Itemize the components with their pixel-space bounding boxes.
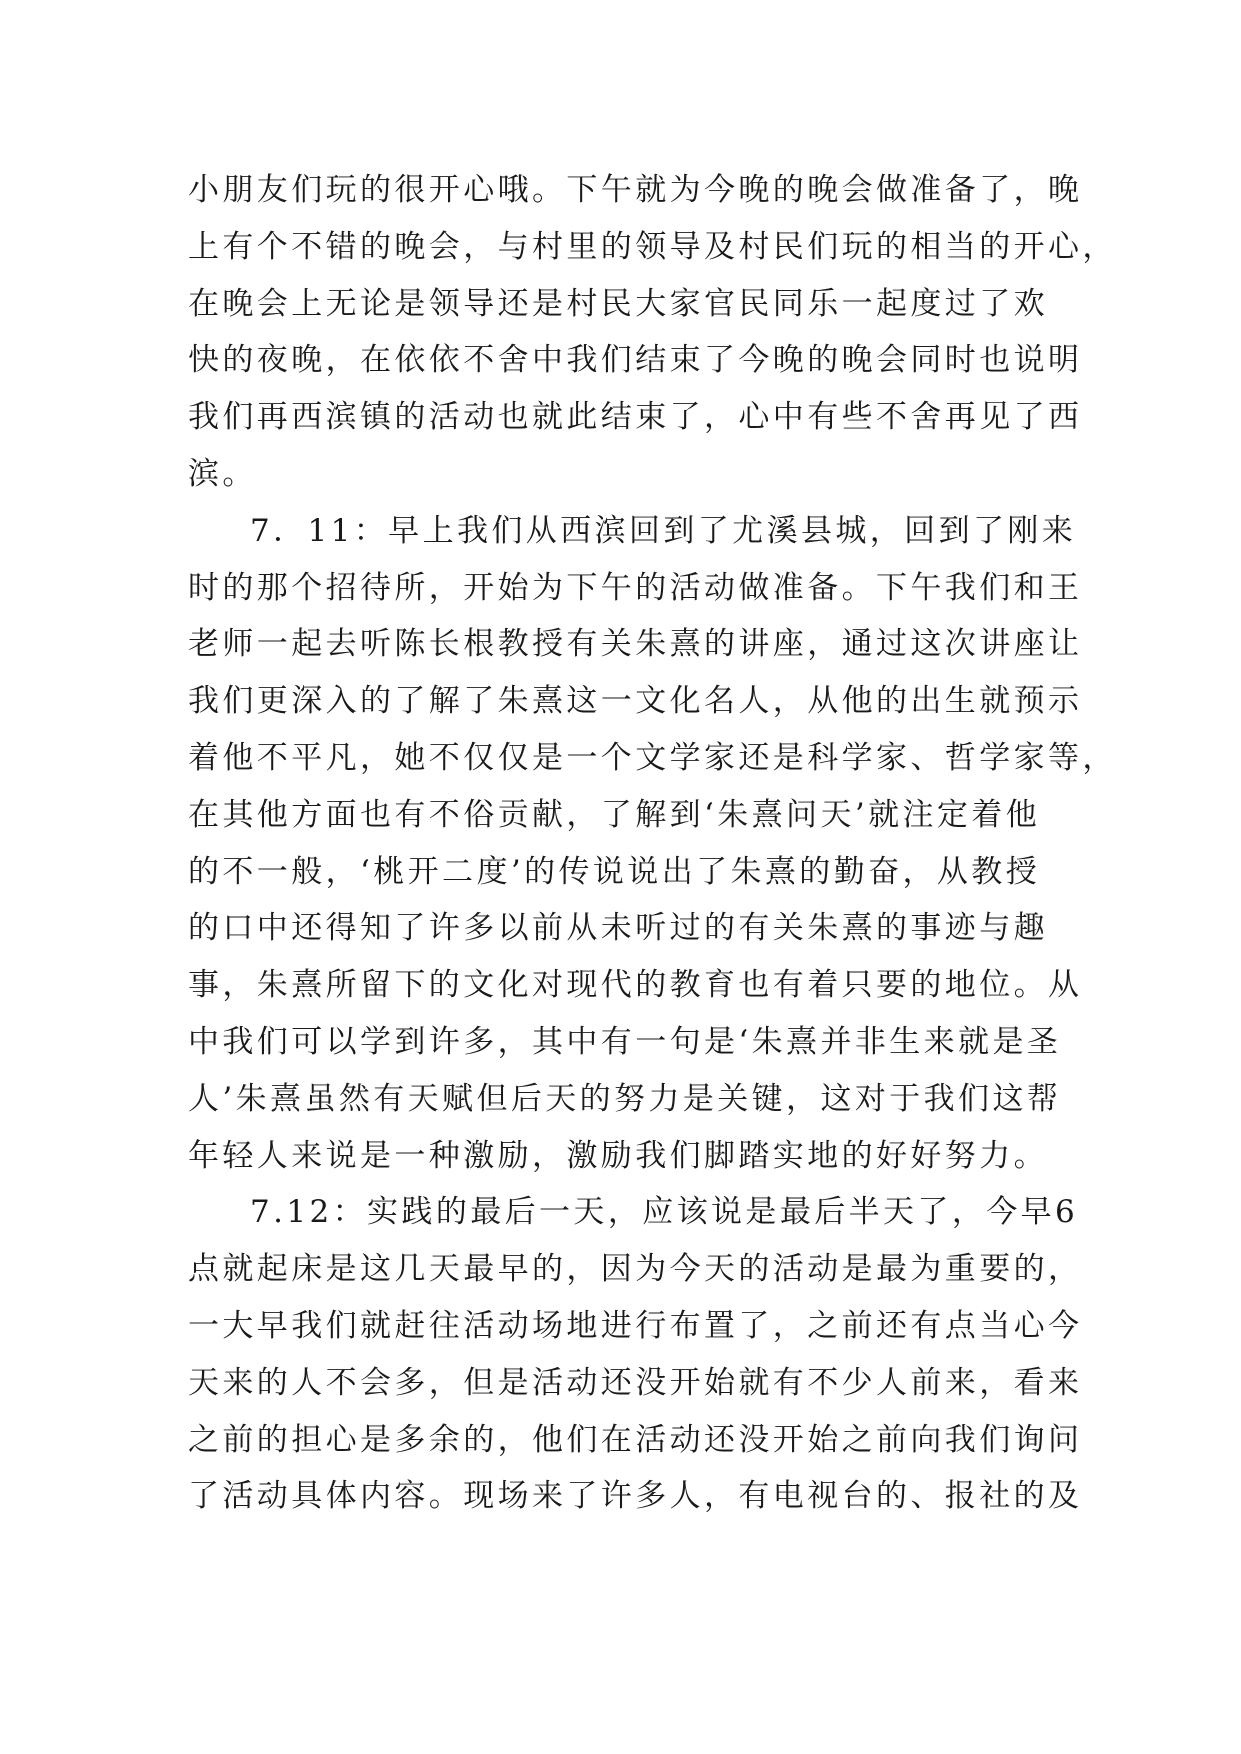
text-line: 中我们可以学到许多，其中有一句是‘朱熹并非生来就是圣 <box>188 1023 1062 1060</box>
text-line: 我们更深入的了解了朱熹这一文化名人，从他的出生就预示 <box>188 683 1083 720</box>
text-line: 一大早我们就赶往活动场地进行布置了，之前还有点当心今 <box>188 1307 1083 1344</box>
text-line: 小朋友们玩的很开心哦。下午就为今晚的晚会做准备了，晚 <box>188 172 1083 208</box>
paragraph-start-line: 7.12：实践的最后一天，应该说是最后半天了，今早6 <box>250 1194 1079 1231</box>
text-line: 滨。 <box>188 455 257 492</box>
body-text <box>188 162 1117 1525</box>
text-line: 上有个不错的晚会，与村里的领导及村民们玩的相当的开心， <box>188 228 1117 265</box>
text-line: 之前的担心是多余的，他们在活动还没开始之前向我们询问 <box>188 1421 1083 1458</box>
text-line: 天来的人不会多，但是活动还没开始就有不少人前来，看来 <box>188 1364 1083 1401</box>
text-line: 事，朱熹所留下的文化对现代的教育也有着只要的地位。从 <box>188 967 1083 1004</box>
text-line: 快的夜晚，在依依不舍中我们结束了今晚的晚会同时也说明 <box>188 342 1083 379</box>
text-line: 在晚会上无论是领导还是村民大家官民同乐一起度过了欢 <box>188 285 1048 322</box>
paragraph-start-line: 7．11：早上我们从西滨回到了尤溪县城，回到了刚来 <box>250 512 1077 549</box>
text-line: 的不一般，‘桃开二度’的传说说出了朱熹的勤奋，从教授 <box>188 853 1041 890</box>
text-line: 我们再西滨镇的活动也就此结束了，心中有些不舍再见了西 <box>188 399 1083 436</box>
text-line: 在其他方面也有不俗贡献，了解到‘朱熹问天’就注定着他 <box>188 796 1041 833</box>
text-line: 时的那个招待所，开始为下午的活动做准备。下午我们和王 <box>188 569 1083 606</box>
text-line: 点就起床是这几天最早的，因为今天的活动是最为重要的， <box>188 1251 1083 1288</box>
text-line: 着他不平凡，她不仅仅是一个文学家还是科学家、哲学家等， <box>188 739 1117 776</box>
text-line: 了活动具体内容。现场来了许多人，有电视台的、报社的及 <box>188 1478 1083 1515</box>
text-line: 老师一起去听陈长根教授有关朱熹的讲座，通过这次讲座让 <box>188 626 1083 663</box>
text-line: 年轻人来说是一种激励，激励我们脚踏实地的好好努力。 <box>188 1137 1048 1174</box>
text-line: 人’朱熹虽然有天赋但后天的努力是关键，这对于我们这帮 <box>188 1080 1062 1117</box>
text-line: 的口中还得知了许多以前从未听过的有关朱熹的事迹与趣 <box>188 910 1048 947</box>
